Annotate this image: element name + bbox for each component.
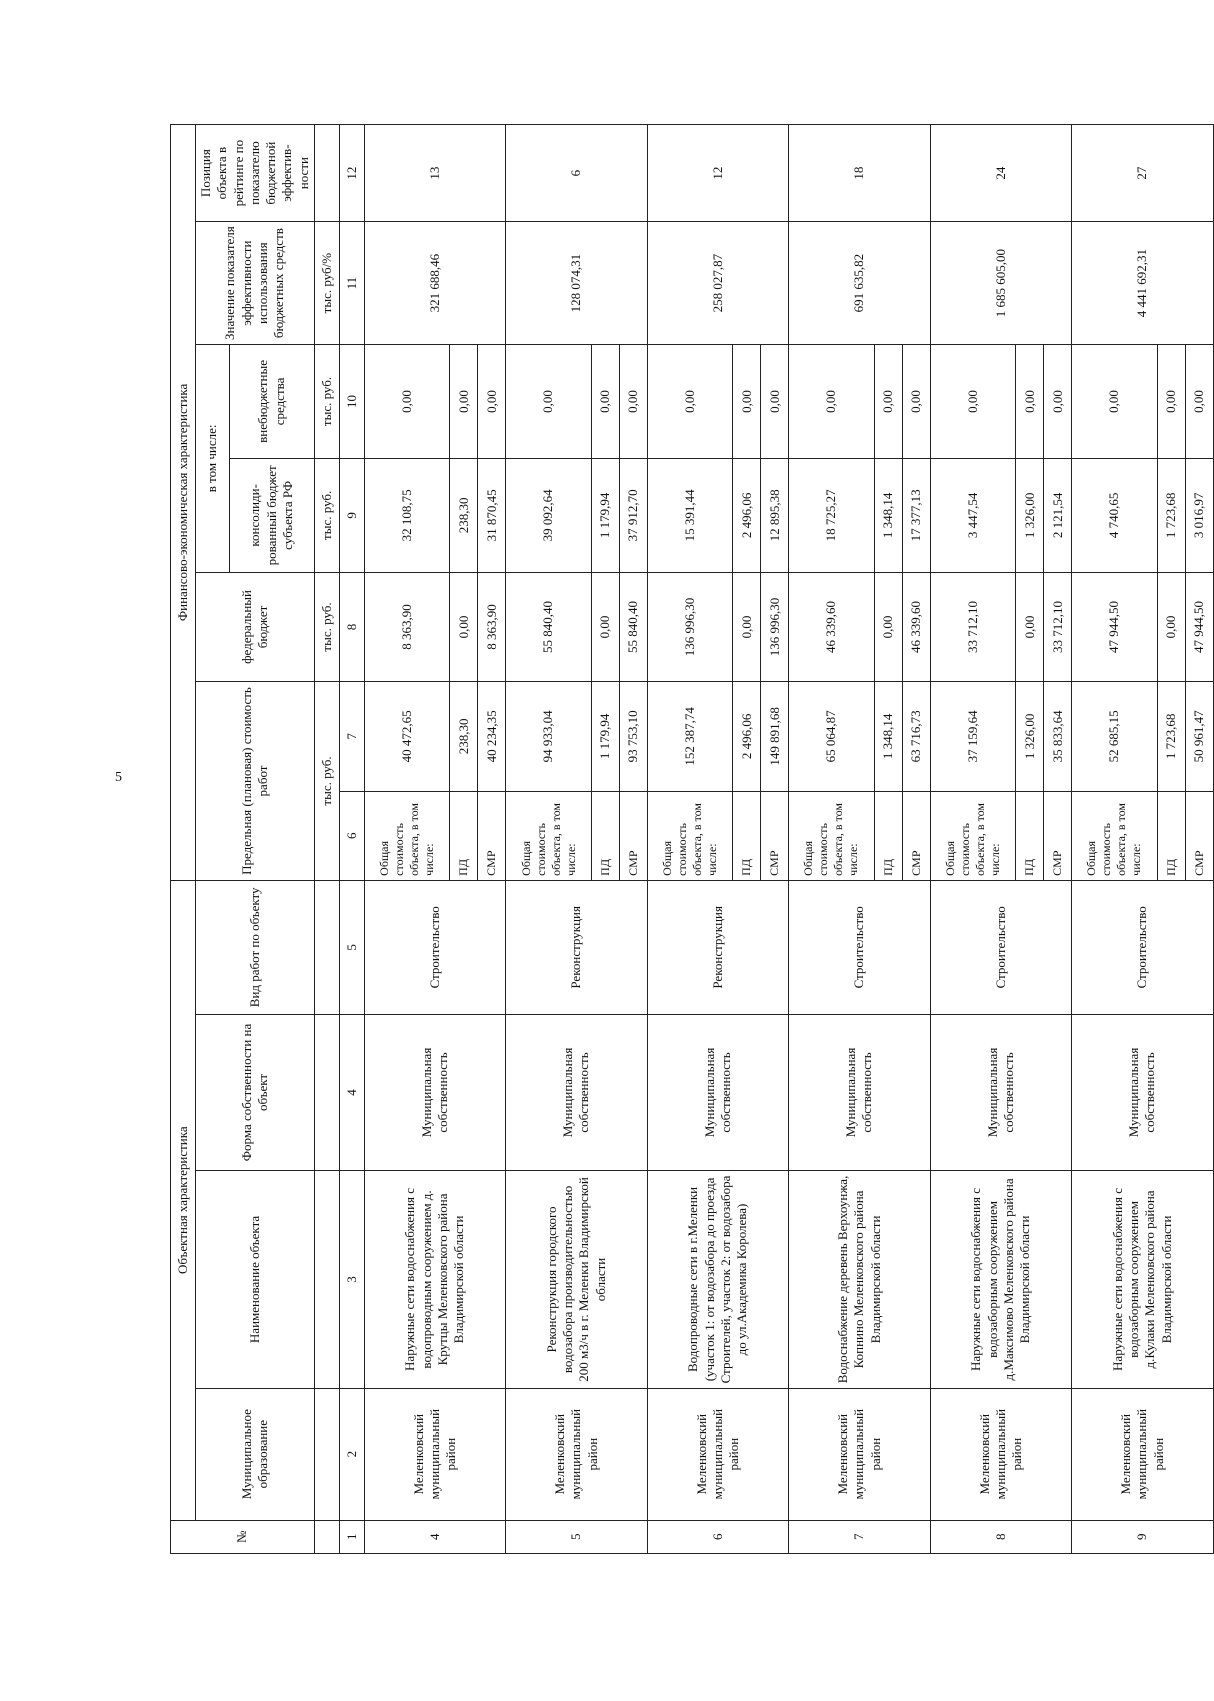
colnum: 3 bbox=[339, 1171, 364, 1389]
pd-label: ПД bbox=[1157, 791, 1185, 880]
total-regional: 4 740,65 bbox=[1072, 458, 1158, 572]
smr-label: СМР bbox=[1044, 791, 1072, 880]
smr-regional: 17 377,13 bbox=[902, 458, 930, 572]
municipality-cell: Меленковский муниципальный район bbox=[789, 1388, 930, 1520]
table-row bbox=[506, 125, 592, 1554]
efficiency-cell: 4 441 692,31 bbox=[1072, 222, 1214, 345]
total-federal: 33 712,10 bbox=[930, 572, 1016, 681]
pd-regional: 238,30 bbox=[450, 458, 478, 572]
pd-label: ПД bbox=[733, 791, 761, 880]
total-regional: 15 391,44 bbox=[647, 458, 733, 572]
total-offbudget: 0,00 bbox=[789, 345, 875, 459]
colnum: 11 bbox=[339, 222, 364, 345]
pd-federal: 0,00 bbox=[874, 572, 902, 681]
smr-cost: 50 961,47 bbox=[1185, 682, 1213, 791]
pd-federal: 0,00 bbox=[733, 572, 761, 681]
municipality-cell: Меленковский муниципальный район bbox=[647, 1388, 788, 1520]
smr-cost: 35 833,64 bbox=[1044, 682, 1072, 791]
total-regional: 32 108,75 bbox=[364, 458, 450, 572]
rank-cell: 13 bbox=[364, 125, 505, 222]
unit-empty bbox=[314, 1520, 339, 1553]
unit-empty bbox=[314, 125, 339, 222]
row-number: 7 bbox=[789, 1520, 930, 1553]
total-cost: 37 159,64 bbox=[930, 682, 1016, 791]
smr-offbudget: 0,00 bbox=[478, 345, 506, 459]
smr-offbudget: 0,00 bbox=[619, 345, 647, 459]
unit-federal: тыс. руб. bbox=[314, 572, 339, 681]
pd-regional: 1 179,94 bbox=[591, 458, 619, 572]
header-group-object: Объектная характеристика bbox=[171, 880, 196, 1520]
colnum: 10 bbox=[339, 345, 364, 459]
row-number: 6 bbox=[647, 1520, 788, 1553]
total-regional: 39 092,64 bbox=[506, 458, 592, 572]
pd-cost: 2 496,06 bbox=[733, 682, 761, 791]
rank-cell: 24 bbox=[930, 125, 1071, 222]
rotated-table-container bbox=[170, 124, 1207, 1554]
pd-cost: 1 326,00 bbox=[1016, 682, 1044, 791]
total-federal: 46 339,60 bbox=[789, 572, 875, 681]
total-label: Общая стоимость объекта, в том числе: bbox=[647, 791, 733, 880]
pd-federal: 0,00 bbox=[450, 572, 478, 681]
object-name-cell: Водоснабжение деревень Верхоунжа, Копнино Меленковского района Владимирской области bbox=[789, 1171, 930, 1389]
header-efficiency: Значение показателя эффективности использования бюджетных средств bbox=[196, 222, 315, 345]
object-name-cell: Наружные сети водоснабжения с водопроводным сооружением д. Крутцы Меленковского района Владимирской области bbox=[364, 1171, 505, 1389]
efficiency-cell: 258 027,87 bbox=[647, 222, 788, 345]
ownership-cell: Муниципальная собственность bbox=[364, 1014, 505, 1170]
table-row bbox=[364, 125, 450, 1554]
total-label: Общая стоимость объекта, в том числе: bbox=[506, 791, 592, 880]
smr-federal: 8 363,90 bbox=[478, 572, 506, 681]
municipality-cell: Меленковский муниципальный район bbox=[364, 1388, 505, 1520]
pd-label: ПД bbox=[591, 791, 619, 880]
smr-offbudget: 0,00 bbox=[1044, 345, 1072, 459]
efficiency-cell: 1 685 605,00 bbox=[930, 222, 1071, 345]
rank-cell: 27 bbox=[1072, 125, 1214, 222]
ownership-cell: Муниципальная собственность bbox=[930, 1014, 1071, 1170]
unit-empty bbox=[314, 1014, 339, 1170]
smr-label: СМР bbox=[1185, 791, 1213, 880]
colnum: 12 bbox=[339, 125, 364, 222]
pd-label: ПД bbox=[1016, 791, 1044, 880]
unit-empty bbox=[314, 1171, 339, 1389]
efficiency-cell: 691 635,82 bbox=[789, 222, 930, 345]
rank-cell: 6 bbox=[506, 125, 647, 222]
smr-label: СМР bbox=[902, 791, 930, 880]
pd-offbudget: 0,00 bbox=[1157, 345, 1185, 459]
work-type-cell: Строительство bbox=[930, 880, 1071, 1014]
table-row bbox=[647, 125, 733, 1554]
smr-regional: 12 895,38 bbox=[761, 458, 789, 572]
colnum: 8 bbox=[339, 572, 364, 681]
unit-empty bbox=[314, 1388, 339, 1520]
municipality-cell: Меленковский муниципальный район bbox=[930, 1388, 1071, 1520]
pd-regional: 2 496,06 bbox=[733, 458, 761, 572]
smr-offbudget: 0,00 bbox=[1185, 345, 1213, 459]
smr-label: СМР bbox=[478, 791, 506, 880]
pd-cost: 1 723,68 bbox=[1157, 682, 1185, 791]
smr-federal: 46 339,60 bbox=[902, 572, 930, 681]
smr-regional: 37 912,70 bbox=[619, 458, 647, 572]
ownership-cell: Муниципальная собственность bbox=[647, 1014, 788, 1170]
pd-label: ПД bbox=[450, 791, 478, 880]
unit-cost: тыс. руб. bbox=[314, 682, 339, 881]
smr-cost: 40 234,35 bbox=[478, 682, 506, 791]
object-name-cell: Реконструкция городского водозабора производительностью 200 м3/ч в г. Меленки Владимирской области bbox=[506, 1171, 647, 1389]
work-type-cell: Реконструкция bbox=[506, 880, 647, 1014]
total-label: Общая стоимость объекта, в том числе: bbox=[1072, 791, 1158, 880]
work-type-cell: Строительство bbox=[789, 880, 930, 1014]
table-row bbox=[1072, 125, 1158, 1554]
smr-regional: 31 870,45 bbox=[478, 458, 506, 572]
objects-table bbox=[170, 124, 1214, 1554]
pd-regional: 1 348,14 bbox=[874, 458, 902, 572]
total-federal: 47 944,50 bbox=[1072, 572, 1158, 681]
work-type-cell: Реконструкция bbox=[647, 880, 788, 1014]
total-cost: 40 472,65 bbox=[364, 682, 450, 791]
object-name-cell: Наружные сети водоснабжения с водозаборным сооружением д.Максимово Меленковского района Владимирской области bbox=[930, 1171, 1071, 1389]
pd-federal: 0,00 bbox=[591, 572, 619, 681]
colnum: 4 bbox=[339, 1014, 364, 1170]
header-group-finance: Финансово-экономическая характеристика bbox=[171, 125, 196, 881]
header-federal: федеральный бюджет bbox=[196, 572, 315, 681]
total-label: Общая стоимость объекта, в том числе: bbox=[789, 791, 875, 880]
colnum: 1 bbox=[339, 1520, 364, 1553]
header-municipality: Муниципальное образование bbox=[196, 1388, 315, 1520]
total-offbudget: 0,00 bbox=[647, 345, 733, 459]
smr-regional: 2 121,54 bbox=[1044, 458, 1072, 572]
pd-cost: 1 179,94 bbox=[591, 682, 619, 791]
header-object-name: Наименование объекта bbox=[196, 1171, 315, 1389]
pd-offbudget: 0,00 bbox=[733, 345, 761, 459]
unit-efficiency: тыс. руб/% bbox=[314, 222, 339, 345]
total-federal: 136 996,30 bbox=[647, 572, 733, 681]
header-ownership: Форма собственности на объект bbox=[196, 1014, 315, 1170]
smr-federal: 33 712,10 bbox=[1044, 572, 1072, 681]
municipality-cell: Меленковский муниципальный район bbox=[506, 1388, 647, 1520]
unit-empty bbox=[314, 880, 339, 1014]
total-federal: 55 840,40 bbox=[506, 572, 592, 681]
smr-cost: 93 753,10 bbox=[619, 682, 647, 791]
pd-offbudget: 0,00 bbox=[874, 345, 902, 459]
smr-offbudget: 0,00 bbox=[902, 345, 930, 459]
total-cost: 152 387,74 bbox=[647, 682, 733, 791]
total-cost: 65 064,87 bbox=[789, 682, 875, 791]
smr-federal: 55 840,40 bbox=[619, 572, 647, 681]
total-federal: 8 363,90 bbox=[364, 572, 450, 681]
smr-cost: 63 716,73 bbox=[902, 682, 930, 791]
smr-offbudget: 0,00 bbox=[761, 345, 789, 459]
colnum: 6 bbox=[339, 791, 364, 880]
header-rank: Позиция объекта в рейтинге по показателю бюджетной эффектив-ности bbox=[196, 125, 315, 222]
rank-cell: 18 bbox=[789, 125, 930, 222]
total-regional: 18 725,27 bbox=[789, 458, 875, 572]
object-name-cell: Водопроводные сети в г.Меленки (участок 1: от водозабора до проезда Строителей, участок 2: от водозабора до ул.Академика Королева) bbox=[647, 1171, 788, 1389]
pd-offbudget: 0,00 bbox=[591, 345, 619, 459]
municipality-cell: Меленковский муниципальный район bbox=[1072, 1388, 1214, 1520]
header-work-type: Вид работ по объекту bbox=[196, 880, 315, 1014]
unit-regional: тыс. руб. bbox=[314, 458, 339, 572]
smr-label: СМР bbox=[619, 791, 647, 880]
header-regional: консолиди-рованный бюджет субъекта РФ bbox=[229, 458, 314, 572]
total-offbudget: 0,00 bbox=[364, 345, 450, 459]
colnum: 5 bbox=[339, 880, 364, 1014]
pd-cost: 1 348,14 bbox=[874, 682, 902, 791]
smr-federal: 136 996,30 bbox=[761, 572, 789, 681]
object-name-cell: Наружные сети водоснабжения с водозаборным сооружением д.Кулаки Меленковского района Владимирской области bbox=[1072, 1171, 1214, 1389]
header-no: № bbox=[171, 1520, 315, 1553]
work-type-cell: Строительство bbox=[364, 880, 505, 1014]
header-cost: Предельная (плановая) стоимость работ bbox=[196, 682, 315, 881]
pd-offbudget: 0,00 bbox=[450, 345, 478, 459]
row-number: 9 bbox=[1072, 1520, 1214, 1553]
smr-regional: 3 016,97 bbox=[1185, 458, 1213, 572]
colnum: 2 bbox=[339, 1388, 364, 1520]
header-offbudget: внебюджетные средства bbox=[229, 345, 314, 459]
pd-regional: 1 326,00 bbox=[1016, 458, 1044, 572]
pd-label: ПД bbox=[874, 791, 902, 880]
work-type-cell: Строительство bbox=[1072, 880, 1214, 1014]
table-row bbox=[789, 125, 875, 1554]
pd-federal: 0,00 bbox=[1157, 572, 1185, 681]
table-row bbox=[930, 125, 1016, 1554]
pd-federal: 0,00 bbox=[1016, 572, 1044, 681]
colnum: 9 bbox=[339, 458, 364, 572]
row-number: 4 bbox=[364, 1520, 505, 1553]
ownership-cell: Муниципальная собственность bbox=[789, 1014, 930, 1170]
efficiency-cell: 321 688,46 bbox=[364, 222, 505, 345]
unit-offbudget: тыс. руб. bbox=[314, 345, 339, 459]
total-cost: 94 933,04 bbox=[506, 682, 592, 791]
smr-label: СМР bbox=[761, 791, 789, 880]
total-offbudget: 0,00 bbox=[930, 345, 1016, 459]
total-label: Общая стоимость объекта, в том числе: bbox=[930, 791, 1016, 880]
rank-cell: 12 bbox=[647, 125, 788, 222]
total-label: Общая стоимость объекта, в том числе: bbox=[364, 791, 450, 880]
page-number: 5 bbox=[115, 770, 122, 785]
efficiency-cell: 128 074,31 bbox=[506, 222, 647, 345]
colnum: 7 bbox=[339, 682, 364, 791]
row-number: 5 bbox=[506, 1520, 647, 1553]
row-number: 8 bbox=[930, 1520, 1071, 1553]
total-cost: 52 685,15 bbox=[1072, 682, 1158, 791]
smr-federal: 47 944,50 bbox=[1185, 572, 1213, 681]
table-body bbox=[364, 125, 1213, 1554]
pd-cost: 238,30 bbox=[450, 682, 478, 791]
smr-cost: 149 891,68 bbox=[761, 682, 789, 791]
total-offbudget: 0,00 bbox=[1072, 345, 1158, 459]
ownership-cell: Муниципальная собственность bbox=[506, 1014, 647, 1170]
total-regional: 3 447,54 bbox=[930, 458, 1016, 572]
pd-regional: 1 723,68 bbox=[1157, 458, 1185, 572]
pd-offbudget: 0,00 bbox=[1016, 345, 1044, 459]
total-offbudget: 0,00 bbox=[506, 345, 592, 459]
ownership-cell: Муниципальная собственность bbox=[1072, 1014, 1214, 1170]
header-in-that: в том числе: bbox=[196, 345, 230, 573]
